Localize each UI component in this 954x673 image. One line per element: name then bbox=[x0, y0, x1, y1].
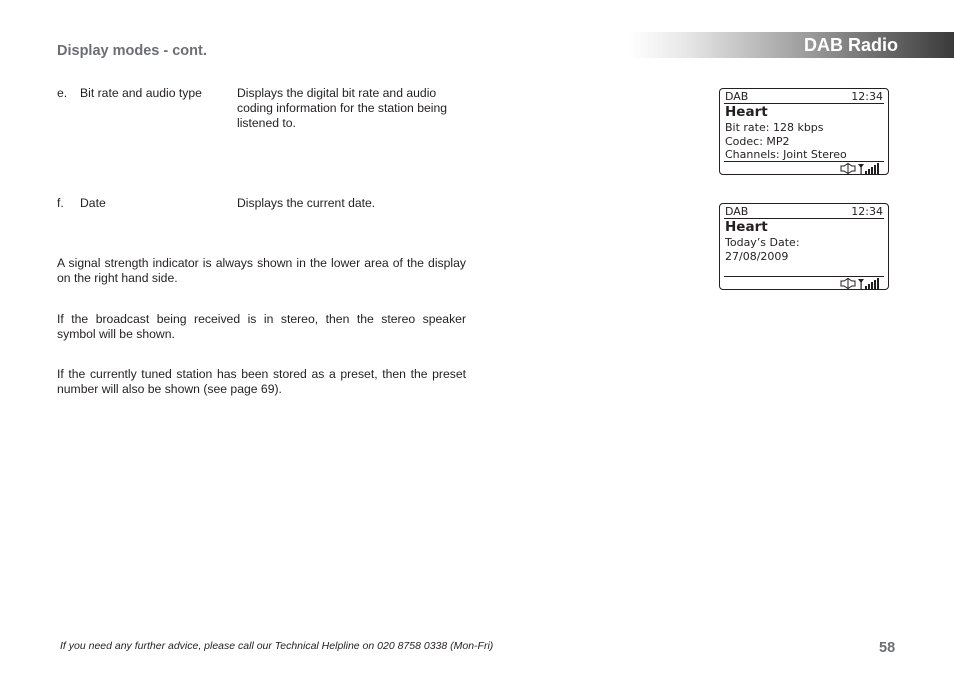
display-icons bbox=[840, 163, 884, 174]
lcd-display-bitrate bbox=[719, 88, 889, 175]
display-line: 27/08/2009 bbox=[725, 250, 789, 263]
header-band bbox=[630, 32, 954, 58]
lcd-display-date bbox=[719, 203, 889, 290]
paragraph-line: symbol will be shown. bbox=[57, 327, 175, 341]
header-title: DAB Radio bbox=[804, 35, 898, 55]
display-time: 12:34 bbox=[851, 90, 883, 103]
display-divider bbox=[724, 276, 884, 277]
display-divider bbox=[724, 161, 884, 162]
paragraph-line: on the right hand side. bbox=[57, 271, 178, 285]
section-title: Display modes - cont. bbox=[57, 43, 207, 59]
display-line: Today’s Date: bbox=[725, 236, 800, 249]
display-line: Bit rate: 128 kbps bbox=[725, 121, 824, 134]
item-marker: f. bbox=[57, 196, 64, 210]
item-label: Date bbox=[80, 196, 106, 210]
display-station: Heart bbox=[725, 219, 768, 235]
signal-strength-icon bbox=[858, 163, 879, 174]
helpline-note: If you need any further advice, please call our Technical Helpline on 020 8758 0338 (Mon-Fri) bbox=[60, 640, 494, 652]
item-desc-line: Displays the current date. bbox=[237, 196, 376, 210]
page-number: 58 bbox=[879, 640, 896, 656]
display-band: DAB bbox=[725, 205, 749, 218]
display-time: 12:34 bbox=[851, 205, 883, 218]
signal-strength-icon bbox=[858, 278, 879, 289]
stereo-speaker-icon bbox=[841, 164, 855, 174]
display-band: DAB bbox=[725, 90, 749, 103]
paragraph-line: A signal strength indicator is always shown in the lower area of the display bbox=[57, 256, 466, 270]
display-line: Codec: MP2 bbox=[725, 135, 790, 148]
stereo-speaker-icon bbox=[841, 279, 855, 289]
item-desc-line: listened to. bbox=[237, 116, 296, 130]
item-marker: e. bbox=[57, 86, 68, 100]
item-desc-line: coding information for the station being bbox=[237, 101, 448, 115]
item-label: Bit rate and audio type bbox=[80, 86, 202, 100]
item-desc-line: Displays the digital bit rate and audio bbox=[237, 86, 437, 100]
display-line: Channels: Joint Stereo bbox=[725, 148, 847, 161]
display-station: Heart bbox=[725, 104, 768, 120]
display-icons bbox=[840, 278, 884, 289]
paragraph-line: If the broadcast being received is in stereo, then the stereo speaker bbox=[57, 312, 466, 326]
paragraph-line: number will also be shown (see page 69). bbox=[57, 382, 282, 396]
paragraph-line: If the currently tuned station has been stored as a preset, then the preset bbox=[57, 367, 466, 381]
